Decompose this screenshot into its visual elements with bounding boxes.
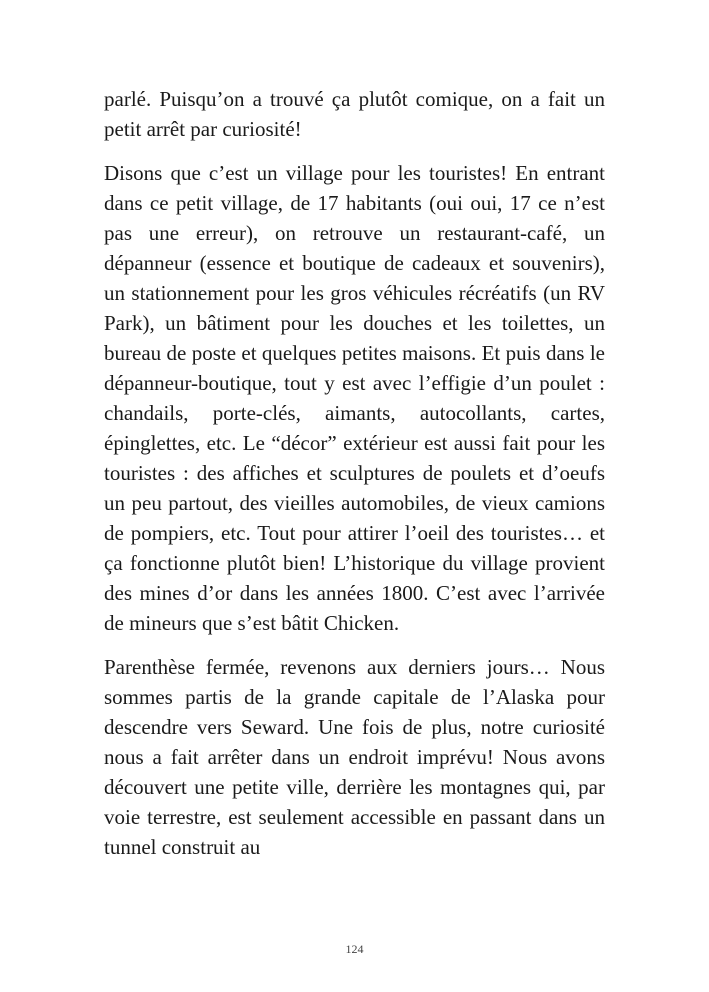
page-number: 124	[345, 942, 364, 956]
paragraph-1: parlé. Puisqu’on a trouvé ça plutôt comique, on a fait un petit arrêt par curiosité!	[104, 87, 605, 141]
paragraph-3: Parenthèse fermée, revenons aux derniers jours… Nous sommes partis de la grande capitale de l’Alaska pour descendre vers Seward. Une fois de plus, notre curiosité nous a fait arrêter dans un endroit imprévu! Nous avons découvert une petite ville, derrière les montagnes qui, par voie terrestre, est seulement accessible en passant dans un tunnel construit au	[104, 655, 605, 859]
body-text	[104, 84, 605, 862]
paragraph-2: Disons que c’est un village pour les touristes! En entrant dans ce petit village, de 17 habitants (oui oui, 17 ce n’est pas une erreur), on retrouve un restaurant-café, un dépanneur (essence et boutique de cadeaux et souvenirs), un stationnement pour les gros véhicules récréatifs (un RV Park), un bâtiment pour les douches et les toilettes, un bureau de poste et quelques petites maisons. Et puis dans le dépanneur-boutique, tout y est avec l’effigie d’un poulet : chandails, porte-clés, aimants, autocollants, cartes, épinglettes, etc. Le “décor” extérieur est aussi fait pour les touristes : des affiches et sculptures de poulets et d’oeufs un peu partout, des vieilles automobiles, de vieux camions de pompiers, etc. Tout pour attirer l’oeil des touristes… et ça fonctionne plutôt bien! L’historique du village provient des mines d’or dans les années 1800. C’est avec l’arrivée de mineurs que s’est bâtit Chicken.	[104, 161, 605, 635]
